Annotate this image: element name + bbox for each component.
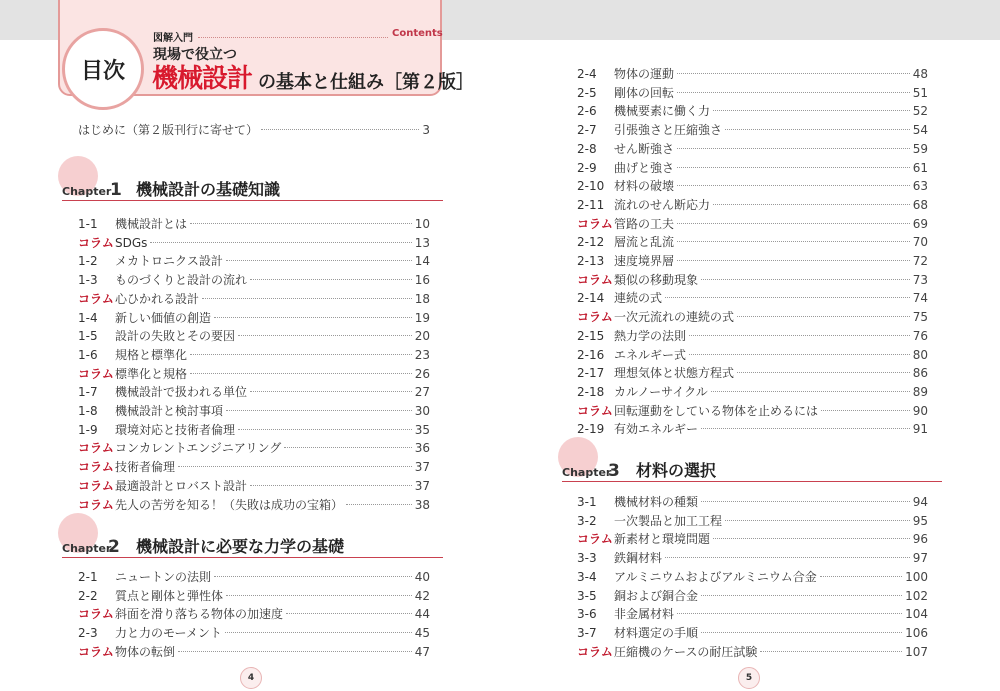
- entry-number: 2-12: [577, 235, 605, 250]
- entry-title: 機械材料の種類: [614, 495, 699, 509]
- contents-badge-label: 目次: [80, 58, 125, 84]
- toc-entry[interactable]: [577, 140, 928, 158]
- toc-entry[interactable]: [78, 309, 430, 327]
- entry-title: 物体の運動: [614, 67, 675, 81]
- toc-column-entry[interactable]: [78, 458, 430, 476]
- toc-column-entry[interactable]: [577, 271, 928, 289]
- entry-title: 理想気体と状態方程式: [614, 366, 735, 381]
- page-number-left: [240, 667, 262, 689]
- entry-title: 材料の破壊: [614, 179, 675, 194]
- entry-page: 100: [905, 569, 928, 584]
- leader-dots: [677, 167, 910, 168]
- leader-dots: [713, 538, 910, 539]
- leader-dots: [150, 242, 411, 243]
- toc-entry[interactable]: [78, 568, 430, 586]
- entry-page: 51: [912, 85, 928, 100]
- chapter-title: 機械設計の基礎知識: [136, 180, 281, 199]
- entry-number: 2-3: [78, 626, 98, 641]
- chapter-title: 材料の選択: [636, 461, 717, 480]
- toc-entry[interactable]: [78, 327, 430, 345]
- entry-number: 3-4: [577, 569, 597, 584]
- leader-dots: [689, 354, 910, 355]
- entry-title: 新素材と環境問題: [614, 532, 711, 547]
- toc-column-entry[interactable]: [577, 530, 928, 548]
- chapter-number: 1: [110, 180, 122, 200]
- entry-page: 35: [414, 422, 430, 437]
- toc-column-entry[interactable]: [78, 477, 430, 495]
- leader-dots: [250, 485, 412, 486]
- toc-entry[interactable]: [78, 383, 430, 401]
- entry-page: 80: [912, 347, 928, 362]
- leader-dots: [284, 447, 412, 448]
- toc-entry[interactable]: [78, 346, 430, 364]
- entry-title: 材料選定の手順: [614, 625, 699, 640]
- leader-dots: [701, 428, 910, 429]
- toc-intro[interactable]: [78, 121, 430, 139]
- entry-page: 13: [414, 235, 430, 250]
- leader-dots: [346, 504, 412, 505]
- series-label: 図解入門: [153, 33, 193, 44]
- entry-title: 圧縮機のケースの耐圧試験: [614, 644, 758, 659]
- divider: [198, 37, 388, 38]
- entry-page: 42: [414, 588, 430, 603]
- entry-number: コラム: [78, 607, 114, 622]
- toc-entry[interactable]: [577, 568, 928, 586]
- leader-dots: [677, 92, 910, 93]
- toc-column-entry[interactable]: [577, 308, 928, 326]
- toc-entry[interactable]: [577, 177, 928, 195]
- entry-title: 流れのせん断応力: [614, 197, 711, 212]
- toc-entry[interactable]: [577, 233, 928, 251]
- leader-dots: [677, 223, 910, 224]
- leader-dots: [238, 429, 412, 430]
- toc-column-entry[interactable]: [78, 439, 430, 457]
- entry-number: 2-14: [577, 291, 605, 306]
- entry-page: 90: [912, 403, 928, 418]
- toc-entry[interactable]: [78, 215, 430, 233]
- toc-entry[interactable]: [577, 624, 928, 642]
- chapter-label: Chapter: [62, 542, 112, 555]
- entry-page: 20: [414, 329, 430, 344]
- leader-dots: [711, 391, 910, 392]
- entry-title: 一次製品と加工工程: [614, 513, 723, 528]
- entry-title: 引張強さと圧縮強さ: [614, 123, 723, 138]
- toc-column-entry[interactable]: [577, 402, 928, 420]
- entry-page: 36: [414, 441, 430, 456]
- entry-page: 45: [414, 626, 430, 641]
- chapter-label: Chapter: [62, 185, 112, 198]
- entry-title: 物体の転倒: [115, 644, 176, 659]
- entry-page: 38: [414, 497, 430, 512]
- entry-number: 2-1: [78, 570, 98, 584]
- leader-dots: [701, 279, 910, 280]
- entry-number: コラム: [78, 441, 114, 456]
- toc-entry[interactable]: [577, 587, 928, 605]
- entry-title: 環境対応と技術者倫理: [115, 422, 236, 437]
- chapter-1-heading: [62, 170, 443, 201]
- leader-dots: [760, 651, 902, 652]
- entry-page: 52: [912, 104, 928, 119]
- entry-title: カルノーサイクル: [614, 384, 708, 399]
- toc-entry[interactable]: [78, 252, 430, 270]
- entry-title: 斜面を滑り落ちる物体の加速度: [115, 607, 284, 622]
- entry-page: 76: [912, 328, 928, 343]
- entry-number: 3-5: [577, 588, 597, 603]
- entry-title: 新しい価値の創造: [115, 310, 212, 325]
- entry-page: 74: [912, 291, 928, 306]
- entry-page: 19: [414, 310, 430, 325]
- entry-page: 89: [912, 384, 928, 399]
- chapter-label: Chapter: [562, 466, 612, 479]
- entry-page: 3: [422, 123, 430, 137]
- entry-title: 一次元流れの連続の式: [614, 310, 735, 325]
- leader-dots: [821, 410, 910, 411]
- toc-entry[interactable]: [577, 346, 928, 364]
- entry-page: 27: [414, 385, 430, 400]
- entry-page: 59: [912, 141, 928, 156]
- entry-number: 2-4: [577, 67, 597, 81]
- chapter-number: 2: [108, 537, 120, 557]
- leader-dots: [689, 335, 910, 336]
- entry-number: 2-5: [577, 85, 597, 100]
- entry-title: エネルギー式: [614, 347, 687, 362]
- entry-number: 1-2: [78, 254, 98, 269]
- leader-dots: [226, 595, 412, 596]
- leader-dots: [225, 632, 412, 633]
- entry-page: 16: [414, 273, 430, 288]
- entry-number: 2-19: [577, 422, 605, 437]
- entry-page: 96: [912, 532, 928, 547]
- entry-title: 類似の移動現象: [614, 272, 699, 287]
- entry-title: 設計の失敗とその要因: [115, 329, 236, 344]
- toc-entry[interactable]: [577, 493, 928, 511]
- entry-number: 2-9: [577, 160, 597, 175]
- leader-dots: [713, 204, 910, 205]
- entry-page: 70: [912, 235, 928, 250]
- entry-title: 規格と標準化: [115, 347, 188, 362]
- entry-number: コラム: [577, 310, 613, 325]
- toc-column-entry[interactable]: [78, 234, 430, 252]
- entry-number: 1-1: [78, 217, 98, 231]
- toc-entry[interactable]: [577, 102, 928, 120]
- toc-column-entry[interactable]: [577, 643, 928, 661]
- entry-title: 銅および銅合金: [614, 588, 699, 603]
- entry-number: 1-9: [78, 422, 98, 437]
- entry-number: 2-6: [577, 104, 597, 119]
- entry-number: 1-3: [78, 273, 98, 288]
- entry-title: アルミニウムおよびアルミニウム合金: [614, 569, 817, 584]
- leader-dots: [226, 260, 412, 261]
- entry-number: コラム: [78, 497, 114, 512]
- entry-title: 連続の式: [614, 291, 663, 306]
- entry-number: 2-8: [577, 141, 597, 156]
- leader-dots: [286, 613, 412, 614]
- toc-entry[interactable]: [577, 383, 928, 401]
- page-number-text: 5: [745, 673, 753, 683]
- entry-number: コラム: [78, 366, 114, 381]
- entry-number: 1-5: [78, 329, 98, 344]
- entry-number: 1-8: [78, 404, 98, 418]
- entry-number: 2-7: [577, 123, 597, 138]
- leader-dots: [725, 129, 910, 130]
- entry-page: 69: [912, 216, 928, 231]
- entry-number: 2-17: [577, 366, 605, 381]
- entry-page: 10: [414, 217, 430, 231]
- entry-number: 3-3: [577, 551, 597, 566]
- entry-page: 95: [912, 513, 928, 528]
- toc-entry[interactable]: [577, 420, 928, 438]
- toc-column-entry[interactable]: [78, 365, 430, 383]
- toc-entry[interactable]: [577, 196, 928, 214]
- entry-title: 非金属材料: [614, 607, 675, 622]
- entry-page: 86: [912, 366, 928, 381]
- entry-page: 91: [912, 422, 928, 437]
- toc-entry[interactable]: [577, 512, 928, 530]
- entry-title: ニュートンの法則: [115, 570, 212, 584]
- entry-number: 3-1: [577, 495, 597, 509]
- toc-entry[interactable]: [577, 121, 928, 139]
- entry-title: 質点と剛体と弾性体: [115, 588, 224, 603]
- toc-column-entry[interactable]: [577, 215, 928, 233]
- entry-page: 72: [912, 254, 928, 268]
- entry-number: コラム: [78, 291, 114, 306]
- toc-entry[interactable]: [577, 549, 928, 567]
- toc-entry[interactable]: [577, 289, 928, 307]
- entry-title: 機械設計と検討事項: [115, 404, 224, 418]
- entry-page: 73: [912, 272, 928, 287]
- contents-badge: [62, 28, 144, 110]
- entry-number: 2-10: [577, 179, 605, 194]
- entry-number: 2-13: [577, 254, 605, 268]
- entry-title: 標準化と規格: [115, 366, 188, 381]
- entry-title: コンカレントエンジニアリング: [115, 441, 282, 456]
- entry-page: 63: [912, 179, 928, 194]
- book-title-main: 機械設計: [152, 64, 253, 94]
- entry-title: 技術者倫理: [115, 460, 176, 475]
- toc-entry[interactable]: [577, 159, 928, 177]
- entry-page: 30: [414, 404, 430, 418]
- toc-entry[interactable]: [78, 587, 430, 605]
- leader-dots: [178, 466, 412, 467]
- leader-dots: [238, 335, 412, 336]
- entry-page: 68: [912, 197, 928, 212]
- entry-title: 最適設計とロバスト設計: [115, 478, 248, 493]
- book-subtitle: 現場で役立つ: [153, 47, 237, 63]
- toc-entry[interactable]: [78, 421, 430, 439]
- leader-dots: [214, 317, 412, 318]
- entry-title: 鉄鋼材料: [614, 551, 663, 566]
- entry-number: 2-15: [577, 328, 605, 343]
- entry-number: 1-4: [78, 310, 98, 325]
- leader-dots: [701, 632, 902, 633]
- chapter-number: 3: [608, 461, 620, 481]
- page-number-right: [738, 667, 760, 689]
- toc-entry[interactable]: [78, 271, 430, 289]
- leader-dots: [737, 372, 910, 373]
- leader-dots: [190, 354, 412, 355]
- leader-dots: [190, 223, 412, 224]
- leader-dots: [701, 595, 902, 596]
- entry-number: 2-2: [78, 588, 98, 603]
- entry-number: コラム: [577, 532, 613, 547]
- toc-column-entry[interactable]: [78, 496, 430, 514]
- entry-page: 106: [905, 625, 928, 640]
- leader-dots: [261, 129, 419, 130]
- entry-title: 機械要素に働く力: [614, 104, 711, 119]
- leader-dots: [677, 241, 910, 242]
- toc-column-entry[interactable]: [78, 643, 430, 661]
- entry-title: 速度境界層: [614, 254, 675, 268]
- entry-title: せん断強さ: [614, 141, 675, 156]
- entry-title: SDGs: [115, 235, 148, 250]
- entry-title: 回転運動をしている物体を止めるには: [614, 403, 819, 418]
- leader-dots: [178, 651, 412, 652]
- entry-title: 機械設計で扱われる単位: [115, 385, 248, 400]
- entry-title: はじめに（第２版刊行に寄せて）: [78, 123, 259, 137]
- leader-dots: [713, 110, 910, 111]
- leader-dots: [677, 73, 910, 74]
- toc-entry[interactable]: [577, 65, 928, 83]
- leader-dots: [677, 260, 910, 261]
- entry-number: コラム: [78, 460, 114, 475]
- entry-title: 先人の苦労を知る！（失敗は成功の宝箱）: [115, 497, 344, 512]
- leader-dots: [665, 297, 910, 298]
- entry-number: コラム: [577, 216, 613, 231]
- chapter-title: 機械設計に必要な力学の基礎: [136, 537, 345, 556]
- entry-title: メカトロニクス設計: [115, 254, 223, 269]
- leader-dots: [250, 391, 412, 392]
- leader-dots: [820, 576, 902, 577]
- entry-number: コラム: [78, 644, 114, 659]
- entry-page: 61: [912, 160, 928, 175]
- leader-dots: [190, 373, 412, 374]
- toc-entry[interactable]: [577, 252, 928, 270]
- contents-label: Contents: [392, 28, 443, 39]
- entry-number: 2-18: [577, 384, 605, 399]
- entry-number: コラム: [577, 272, 613, 287]
- entry-title: 曲げと強さ: [614, 160, 675, 175]
- chapter-2-heading: [62, 527, 443, 558]
- entry-number: 3-6: [577, 607, 597, 622]
- entry-number: 2-11: [577, 197, 605, 212]
- leader-dots: [725, 520, 910, 521]
- entry-title: 剛体の回転: [614, 85, 675, 100]
- entry-page: 40: [414, 570, 430, 584]
- entry-title: 有効エネルギー: [614, 422, 699, 437]
- leader-dots: [250, 279, 412, 280]
- entry-page: 97: [912, 551, 928, 566]
- entry-title: 力と力のモーメント: [115, 626, 222, 641]
- toc-entry[interactable]: [577, 327, 928, 345]
- entry-page: 23: [414, 347, 430, 362]
- entry-title: ものづくりと設計の流れ: [115, 273, 248, 288]
- entry-title: 層流と乱流: [614, 235, 675, 250]
- toc-column-entry[interactable]: [78, 290, 430, 308]
- entry-number: コラム: [78, 235, 114, 250]
- entry-page: 107: [905, 644, 928, 659]
- entry-page: 37: [414, 460, 430, 475]
- entry-number: 3-7: [577, 625, 597, 640]
- toc-entry[interactable]: [78, 624, 430, 642]
- leader-dots: [665, 557, 910, 558]
- entry-title: 熱力学の法則: [614, 328, 687, 343]
- book-title-rest: の基本と仕組み［第２版］: [258, 72, 474, 93]
- entry-number: コラム: [577, 403, 613, 418]
- leader-dots: [677, 148, 910, 149]
- entry-title: 管路の工夫: [614, 216, 675, 231]
- entry-page: 18: [414, 291, 430, 306]
- entry-number: 3-2: [577, 513, 597, 528]
- entry-title: 心ひかれる設計: [115, 291, 200, 306]
- leader-dots: [202, 298, 412, 299]
- page-number-text: 4: [247, 673, 255, 683]
- leader-dots: [677, 613, 902, 614]
- entry-page: 48: [912, 67, 928, 81]
- toc-column-entry[interactable]: [78, 605, 430, 623]
- leader-dots: [677, 185, 910, 186]
- entry-page: 14: [414, 254, 430, 269]
- entry-number: コラム: [78, 478, 114, 493]
- entry-page: 47: [414, 644, 430, 659]
- toc-entry[interactable]: [78, 402, 430, 420]
- leader-dots: [214, 576, 412, 577]
- entry-page: 44: [414, 607, 430, 622]
- toc-entry[interactable]: [577, 84, 928, 102]
- entry-number: 1-6: [78, 347, 98, 362]
- entry-page: 104: [905, 607, 928, 622]
- leader-dots: [701, 501, 910, 502]
- toc-entry[interactable]: [577, 364, 928, 382]
- entry-number: 2-16: [577, 347, 605, 362]
- entry-page: 26: [414, 366, 430, 381]
- entry-number: 1-7: [78, 385, 98, 400]
- leader-dots: [737, 316, 910, 317]
- entry-page: 102: [905, 588, 928, 603]
- entry-page: 54: [912, 123, 928, 138]
- entry-page: 75: [912, 310, 928, 325]
- entry-number: コラム: [577, 644, 613, 659]
- toc-entry[interactable]: [577, 605, 928, 623]
- chapter-3-heading: [562, 451, 942, 482]
- entry-page: 37: [414, 478, 430, 493]
- entry-page: 94: [912, 495, 928, 509]
- entry-title: 機械設計とは: [115, 217, 188, 231]
- leader-dots: [226, 410, 412, 411]
